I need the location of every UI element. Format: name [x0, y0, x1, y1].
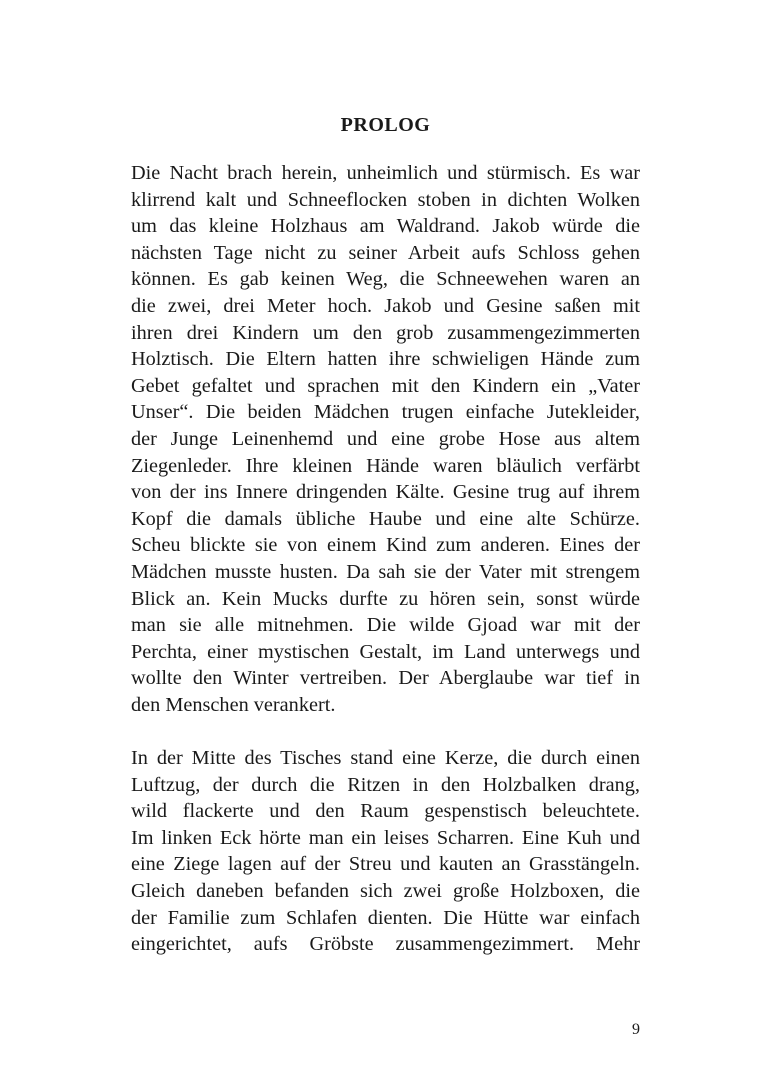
text-line: Ziegenleder. Ihre kleinen Hände waren bläulich verfärbt [131, 454, 640, 477]
body-text [131, 160, 640, 958]
text-line: wild flackerte und den Raum gespenstisch beleuchtete. [131, 800, 640, 823]
paragraph-1 [131, 160, 640, 718]
text-line: der Familie zum Schlafen dienten. Die Hütte war einfach [131, 906, 640, 929]
text-line: um das kleine Holzhaus am Waldrand. Jakob würde die [131, 215, 640, 238]
text-line: der Junge Leinenhemd und eine grobe Hose aus altem [131, 427, 640, 450]
text-line: ihren drei Kindern um den grob zusammengezimmerten [131, 321, 640, 344]
text-line: nächsten Tage nicht zu seiner Arbeit aufs Schloss gehen [131, 241, 640, 264]
chapter-heading: PROLOG [340, 114, 431, 136]
text-line: können. Es gab keinen Weg, die Schneewehen waren an [131, 268, 640, 291]
page-number: 9 [632, 1021, 640, 1038]
text-line: Kopf die damals übliche Haube und eine alte Schürze. [131, 507, 640, 530]
text-line: Gleich daneben befanden sich zwei große Holzboxen, die [131, 880, 640, 903]
text-line: die zwei, drei Meter hoch. Jakob und Gesine saßen mit [131, 294, 640, 317]
text-line: Blick an. Kein Mucks durfte zu hören sein, sonst würde [131, 587, 640, 610]
text-line: man sie alle mitnehmen. Die wilde Gjoad war mit der [131, 614, 640, 637]
text-line: In der Mitte des Tisches stand eine Kerze, die durch einen [131, 747, 640, 770]
text-line: wollte den Winter vertreiben. Der Aberglaube war tief in [131, 667, 640, 690]
text-line: von der ins Innere dringenden Kälte. Gesine trug auf ihrem [131, 481, 640, 504]
text-line: eingerichtet, aufs Gröbste zusammengezimmert. Mehr [131, 933, 640, 956]
text-line: Mädchen musste husten. Da sah sie der Vater mit strengem [131, 560, 640, 583]
text-line: Scheu blickte sie von einem Kind zum anderen. Eines der [131, 534, 640, 557]
text-line: Unser“. Die beiden Mädchen trugen einfache Jutekleider, [131, 401, 640, 424]
text-line: klirrend kalt und Schneeflocken stoben in dichten Wolken [131, 188, 640, 211]
text-line: den Menschen verankert. [131, 693, 336, 716]
text-line: Holztisch. Die Eltern hatten ihre schwieligen Hände zum [131, 348, 640, 371]
text-line: eine Ziege lagen auf der Streu und kauten an Grasstängeln. [131, 853, 640, 876]
text-line: Luftzug, der durch die Ritzen in den Holzbalken drang, [131, 773, 640, 796]
text-line: Gebet gefaltet und sprachen mit den Kindern ein „Vater [131, 374, 640, 397]
text-line: Die Nacht brach herein, unheimlich und stürmisch. Es war [131, 162, 640, 184]
paragraph-spacer [131, 718, 640, 745]
text-line: Im linken Eck hörte man ein leises Scharren. Eine Kuh und [131, 826, 640, 849]
paragraph-2 [131, 745, 640, 958]
text-line: Perchta, einer mystischen Gestalt, im Land unterwegs und [131, 640, 640, 663]
